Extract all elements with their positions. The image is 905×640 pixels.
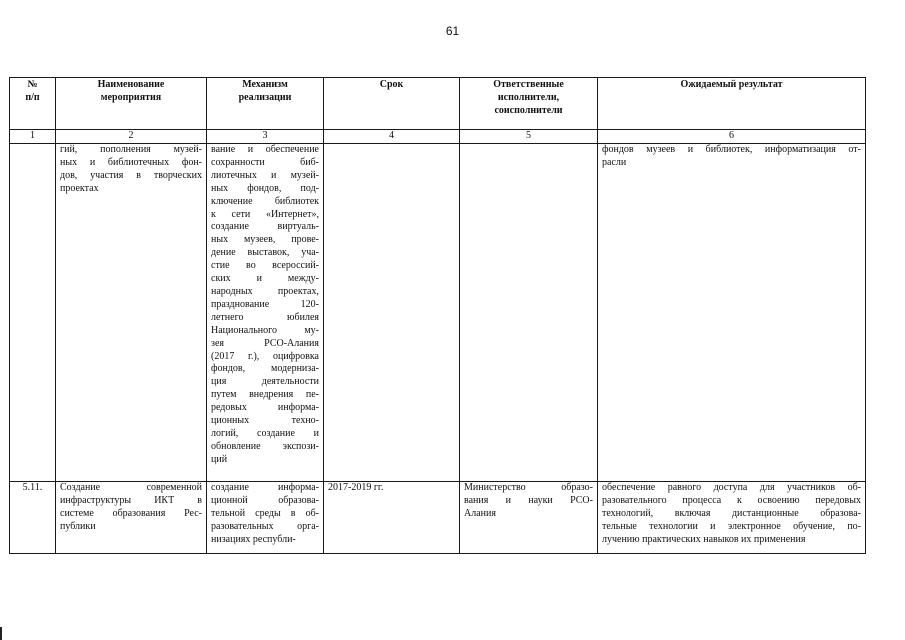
column-number: 4 [324,130,460,144]
header-cell-term [324,78,460,130]
mechanism-text-line: лиотечных и музей- [211,169,319,181]
measures-table [9,77,866,554]
name-text-line: дов, участия в творческих [60,169,202,181]
mechanism-cell [207,144,324,482]
mechanism-text-line: ных музеев, прове- [211,234,319,246]
header-text-line: исполнители, [497,92,560,103]
header-cell-number [10,78,56,130]
mechanism-text-line: летнего юбилея [211,311,319,323]
header-text-line: Ответственные [493,79,564,90]
row-number-cell [10,144,56,482]
mechanism-text-line: создание информа- [211,482,319,493]
mechanism-text-line: логий, создание и [211,427,319,439]
mechanism-text-line: фондов, модерниза- [211,363,319,375]
header-text-line: Механизм [242,79,288,90]
mechanism-text-line: ций [211,453,228,465]
header-cell-name [56,78,207,130]
mechanism-text-line: народных проектах, [211,285,319,297]
table-header-row [10,78,866,130]
result-cell [598,482,866,554]
name-text-line: инфраструктуры ИКТ в [60,494,202,506]
table-row [10,482,866,554]
mechanism-text-line: ключение библиотек [211,195,319,207]
column-number: 1 [10,130,56,144]
header-text-line: Срок [379,79,404,90]
column-number: 5 [460,130,598,144]
responsible-text-line: Алания [464,507,496,519]
name-text-line: гий, пополнения музей- [60,144,202,155]
mechanism-text-line: ционной образова- [211,494,319,506]
result-text-line: тельные технологии и электронное обучение, по- [602,520,861,532]
column-number: 2 [56,130,207,144]
name-text-line: публики [60,520,96,532]
result-cell [598,144,866,482]
header-cell-result [598,78,866,130]
column-number-row [10,130,866,144]
mechanism-text-line: празднование 120- [211,298,319,310]
header-text-line: соисполнители [494,105,563,116]
name-text-line: ных и библиотечных фон- [60,156,202,168]
header-cell-mechanism [207,78,324,130]
table-row [10,144,866,482]
mechanism-text-line: тельной среды в об- [211,507,319,519]
scan-edge-mark [0,627,2,640]
header-text-line: Наименование [97,79,165,90]
mechanism-text-line: путем внедрения пе- [211,389,319,401]
mechanism-text-line: создание виртуаль- [211,221,319,233]
column-number: 3 [207,130,324,144]
mechanism-text-line: ских и между- [211,273,319,285]
mechanism-text-line: Национального му- [211,324,319,336]
mechanism-cell [207,482,324,554]
mechanism-text-line: сохранности биб- [211,156,319,168]
mechanism-text-line: разовательных орга- [211,520,319,532]
mechanism-text-line: обновление экспози- [211,440,319,452]
mechanism-text-line: зея РСО-Алания [211,337,319,349]
responsible-cell [460,482,598,554]
responsible-text-line: Министерство образо- [464,482,593,493]
responsible-text-line: вания и науки РСО- [464,494,593,506]
name-text-line: системе образования Рес- [60,507,202,519]
responsible-cell [460,144,598,482]
mechanism-text-line: ных фондов, под- [211,182,319,194]
mechanism-text-line: редовых информа- [211,402,319,414]
result-text-line: технологий, включая дистанционные образова- [602,507,861,519]
term-cell: 2017-2019 гг. [324,482,460,554]
result-text-line: разовательного процесса к освоению передовых [602,494,861,506]
mechanism-text-line: (2017 г.), оцифровка [211,350,319,362]
name-text-line: Создание современной [60,482,202,493]
mechanism-text-line: стие во всероссий- [211,260,319,272]
header-text-line: мероприятия [100,92,162,103]
mechanism-text-line: ционных техно- [211,415,319,427]
result-text-line: лучению практических навыков их применения [602,533,806,545]
result-text-line: расли [602,156,627,168]
name-text-line: проектах [60,182,99,194]
header-text-line: реализации [238,92,292,103]
name-cell [56,144,207,482]
page-number: 61 [445,24,460,38]
header-text-line: № [27,79,38,90]
mechanism-text-line: ция деятельности [211,376,319,388]
term-cell [324,144,460,482]
mechanism-text-line: вание и обеспечение [211,144,319,155]
mechanism-text-line: к сети «Интернет», [211,208,319,220]
name-cell [56,482,207,554]
result-text-line: обеспечение равного доступа для участников об- [602,482,861,493]
column-number: 6 [598,130,866,144]
header-text-line: Ожидаемый результат [680,79,783,90]
header-cell-responsible [460,78,598,130]
mechanism-text-line: низациях республи- [211,533,296,545]
row-number-cell: 5.11. [10,482,56,554]
result-text-line: фондов музеев и библиотек, информатизация от- [602,144,861,155]
header-text-line: п/п [25,92,40,103]
mechanism-text-line: дение выставок, уча- [211,247,319,259]
